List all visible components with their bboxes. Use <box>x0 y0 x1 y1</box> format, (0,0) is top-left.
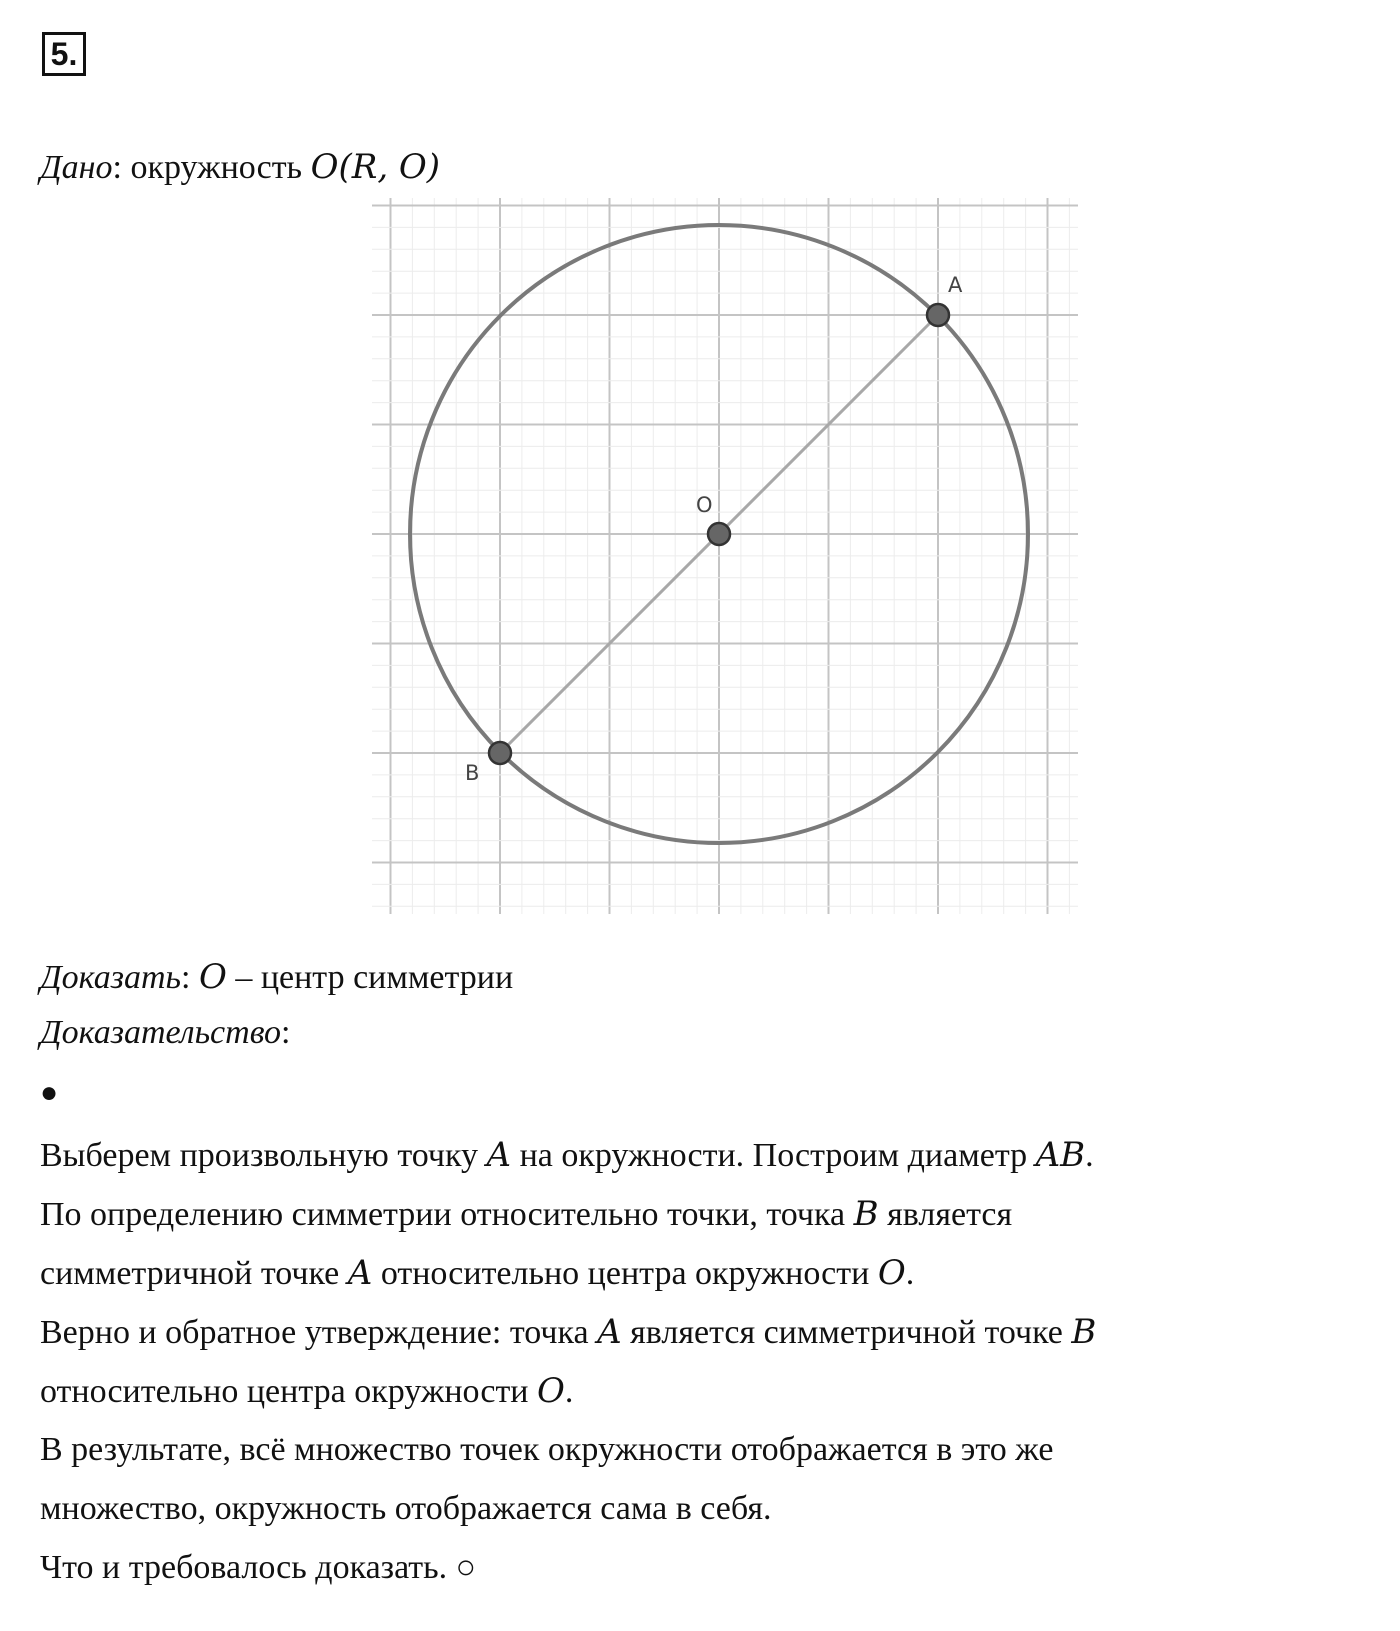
proof-text: множество, окружность отображается сама в себя. <box>40 1490 772 1527</box>
math-symbol: AB <box>1035 1135 1086 1175</box>
proof-line <box>40 1548 476 1588</box>
prove-math: O <box>198 957 227 997</box>
proof-line <box>40 1371 573 1412</box>
points-layer <box>465 273 963 785</box>
proof-text: . <box>905 1255 915 1292</box>
given-sep: : <box>112 149 122 186</box>
proof-text: . <box>1085 1137 1094 1174</box>
given-math: O(R, O) <box>310 147 441 187</box>
proof-text: является симметричной точке <box>621 1314 1072 1351</box>
given-label: Дано <box>40 149 113 186</box>
proof-line <box>40 1194 1012 1235</box>
proof-label: Доказательство <box>40 1014 282 1051</box>
proof-text: симметричной точке <box>40 1255 348 1292</box>
point-label-a: A <box>948 273 963 297</box>
point-o <box>708 523 730 545</box>
math-symbol: A <box>597 1312 622 1352</box>
proof-text: является <box>878 1196 1013 1233</box>
bullet-marker: ● <box>40 1076 59 1109</box>
proof-line <box>40 1430 1053 1470</box>
proof-text: относительно центра окружности <box>372 1255 878 1292</box>
math-symbol: B <box>1071 1312 1097 1352</box>
proof-text: относительно центра окружности <box>40 1373 538 1410</box>
point-label-o: O <box>696 493 713 517</box>
given-line <box>40 147 440 188</box>
math-symbol: B <box>853 1194 879 1234</box>
proof-line <box>40 1312 1096 1353</box>
math-symbol: O <box>877 1253 906 1293</box>
point-label-b: B <box>465 761 480 785</box>
math-symbol: A <box>486 1135 512 1175</box>
prove-text: – центр симметрии <box>226 959 514 996</box>
proof-text: . <box>564 1373 574 1410</box>
prove-label: Доказать <box>40 959 181 996</box>
circle-figure <box>372 198 1078 914</box>
math-symbol: A <box>347 1253 373 1293</box>
prove-line <box>40 957 513 998</box>
proof-text: По определению симметрии относительно точки, точка <box>40 1196 854 1233</box>
proof-line <box>40 1489 771 1529</box>
point-a <box>927 304 949 326</box>
proof-sep: : <box>281 1014 291 1051</box>
prove-sep: : <box>180 959 199 996</box>
proof-line <box>40 1253 914 1294</box>
proof-text: на окружности. Построим диаметр <box>511 1137 1036 1174</box>
proof-text: Что и требовалось доказать. ○ <box>40 1549 477 1586</box>
proof-text: В результате, всё множество точек окружности отображается в это же <box>40 1431 1054 1468</box>
math-symbol: O <box>537 1371 565 1411</box>
proof-text: Выберем произвольную точку <box>40 1137 487 1174</box>
given-text: окружность <box>121 149 311 186</box>
grid <box>372 198 1078 914</box>
proof-line <box>40 1135 1094 1176</box>
proof-heading <box>40 1013 290 1053</box>
proof-text: Верно и обратное утверждение: точка <box>40 1314 598 1351</box>
task-number: 5. <box>42 32 86 76</box>
point-b <box>489 742 511 764</box>
